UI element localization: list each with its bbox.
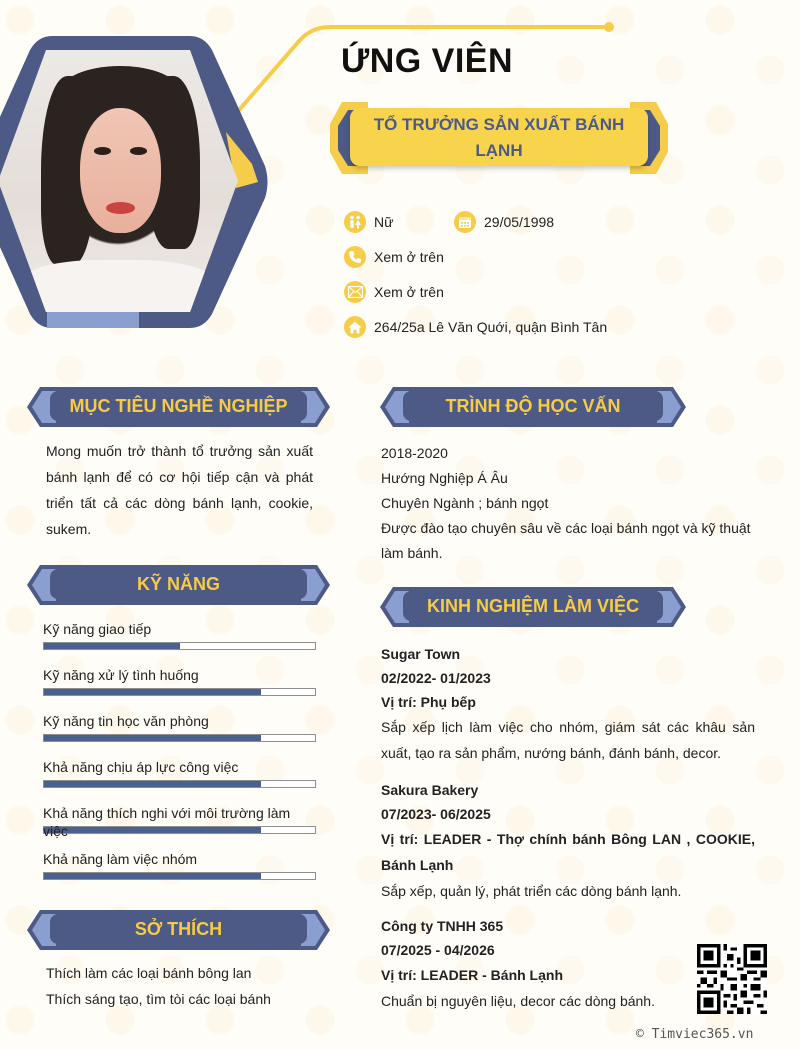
objective-title: MỤC TIÊU NGHỀ NGHIỆP — [69, 396, 288, 416]
experience-period: 07/2023- 06/2025 — [381, 806, 491, 822]
hobbies-list — [46, 960, 326, 1012]
skill-bar — [43, 688, 316, 696]
skill-bar-fill — [44, 781, 261, 787]
experience-description: Sắp xếp, quản lý, phát triển các dòng bánh lạnh. — [381, 883, 682, 899]
skill-item — [43, 758, 316, 788]
experience-title: KINH NGHIỆM LÀM VIỆC — [426, 596, 639, 616]
education-school: Hướng Nghiệp Á Âu — [381, 470, 508, 486]
skill-label: Kỹ năng xử lý tình huống — [43, 667, 199, 683]
experience-period: 02/2022- 01/2023 — [381, 670, 491, 686]
skill-bar-fill — [44, 827, 261, 833]
experience-description: Chuẩn bị nguyên liệu, decor các dòng bánh. — [381, 993, 655, 1009]
experience-role: Vị trí: Phụ bếp — [381, 694, 476, 710]
skill-item — [43, 804, 316, 839]
section-header-experience — [379, 586, 687, 628]
copyright-footer[interactable]: © Timviec365.vn — [636, 1027, 754, 1042]
section-header-objective — [26, 386, 331, 428]
skill-bar-fill — [44, 689, 261, 695]
skill-bar-fill — [44, 873, 261, 879]
education-period: 2018-2020 — [381, 445, 448, 461]
avatar-frame — [0, 36, 270, 328]
position-title: TỔ TRƯỞNG SẢN XUẤT BÁNH LẠNH — [373, 115, 625, 160]
skill-bar-fill — [44, 643, 180, 649]
hobby-item: Thích làm các loại bánh bông lan — [46, 965, 252, 981]
skill-bar — [43, 826, 316, 834]
experience-item — [381, 914, 691, 1014]
skill-item — [43, 850, 316, 880]
email-row — [344, 281, 444, 303]
skills-title: KỸ NĂNG — [136, 574, 220, 594]
experience-role: Vị trí: LEADER - Thợ chính bánh Bông LAN , COOKIE, Bánh Lạnh — [381, 831, 755, 873]
email-value: Xem ở trên — [374, 284, 444, 300]
gender-icon — [344, 211, 366, 233]
hobbies-title: SỞ THÍCH — [134, 919, 223, 939]
candidate-name: ỨNG VIÊN — [341, 42, 514, 80]
experience-description: Sắp xếp lịch làm việc cho nhóm, giám sát các khâu sản xuất, tạo ra sản phẩm, nướng bánh, đánh bánh, decor. — [381, 719, 755, 761]
objective-text: Mong muốn trở thành tổ trưởng sản xuất bánh lạnh để có cơ hội tiếp cận và phát triển tất cả các dòng bánh lạnh, cookie, sukem. — [46, 443, 313, 537]
experience-item — [381, 778, 755, 904]
hobby-item: Thích sáng tạo, tìm tòi các loại bánh — [46, 991, 271, 1007]
skill-bar — [43, 734, 316, 742]
education-description: Được đào tạo chuyên sâu về các loại bánh ngọt và kỹ thuật làm bánh. — [381, 520, 751, 561]
section-header-skills — [26, 564, 331, 606]
mail-icon — [344, 281, 366, 303]
skill-item — [43, 620, 316, 650]
education-title: TRÌNH ĐỘ HỌC VẤN — [445, 396, 621, 416]
skill-bar — [43, 872, 316, 880]
birthday-row — [454, 211, 554, 233]
address-row — [344, 316, 607, 338]
qr-code-icon[interactable] — [697, 944, 767, 1014]
skill-label: Khả năng chịu áp lực công việc — [43, 759, 239, 775]
education-entry — [381, 441, 755, 566]
address-value: 264/25a Lê Văn Quới, quận Bình Tân — [374, 319, 608, 335]
skill-label: Kỹ năng giao tiếp — [43, 621, 152, 637]
skill-label: Kỹ năng tin học văn phòng — [43, 713, 209, 729]
experience-company: Sugar Town — [381, 646, 461, 662]
gender-row — [344, 211, 393, 233]
home-icon — [344, 316, 366, 338]
phone-icon — [344, 246, 366, 268]
experience-period: 07/2025 - 04/2026 — [381, 942, 495, 958]
phone-value: Xem ở trên — [374, 249, 444, 265]
experience-company: Sakura Bakery — [381, 782, 479, 798]
skill-bar — [43, 642, 316, 650]
section-header-hobbies — [26, 909, 331, 951]
experience-company: Công ty TNHH 365 — [381, 918, 504, 934]
education-major: Chuyên Ngành ; bánh ngọt — [381, 495, 549, 511]
skill-bar — [43, 780, 316, 788]
phone-row — [344, 246, 444, 268]
birthday-value: 29/05/1998 — [484, 214, 555, 230]
position-banner — [328, 100, 670, 176]
skill-item — [43, 712, 316, 742]
skill-item — [43, 666, 316, 696]
skill-label: Khả năng làm việc nhóm — [43, 851, 198, 867]
avatar-photo — [0, 50, 238, 312]
skill-bar-fill — [44, 735, 261, 741]
calendar-icon — [454, 211, 476, 233]
section-header-education — [379, 386, 687, 428]
skill-label: Khả năng thích nghi với môi trường làm việc — [43, 805, 291, 839]
gender-value: Nữ — [374, 214, 394, 230]
experience-role: Vị trí: LEADER - Bánh Lạnh — [381, 967, 563, 983]
experience-item — [381, 642, 755, 766]
